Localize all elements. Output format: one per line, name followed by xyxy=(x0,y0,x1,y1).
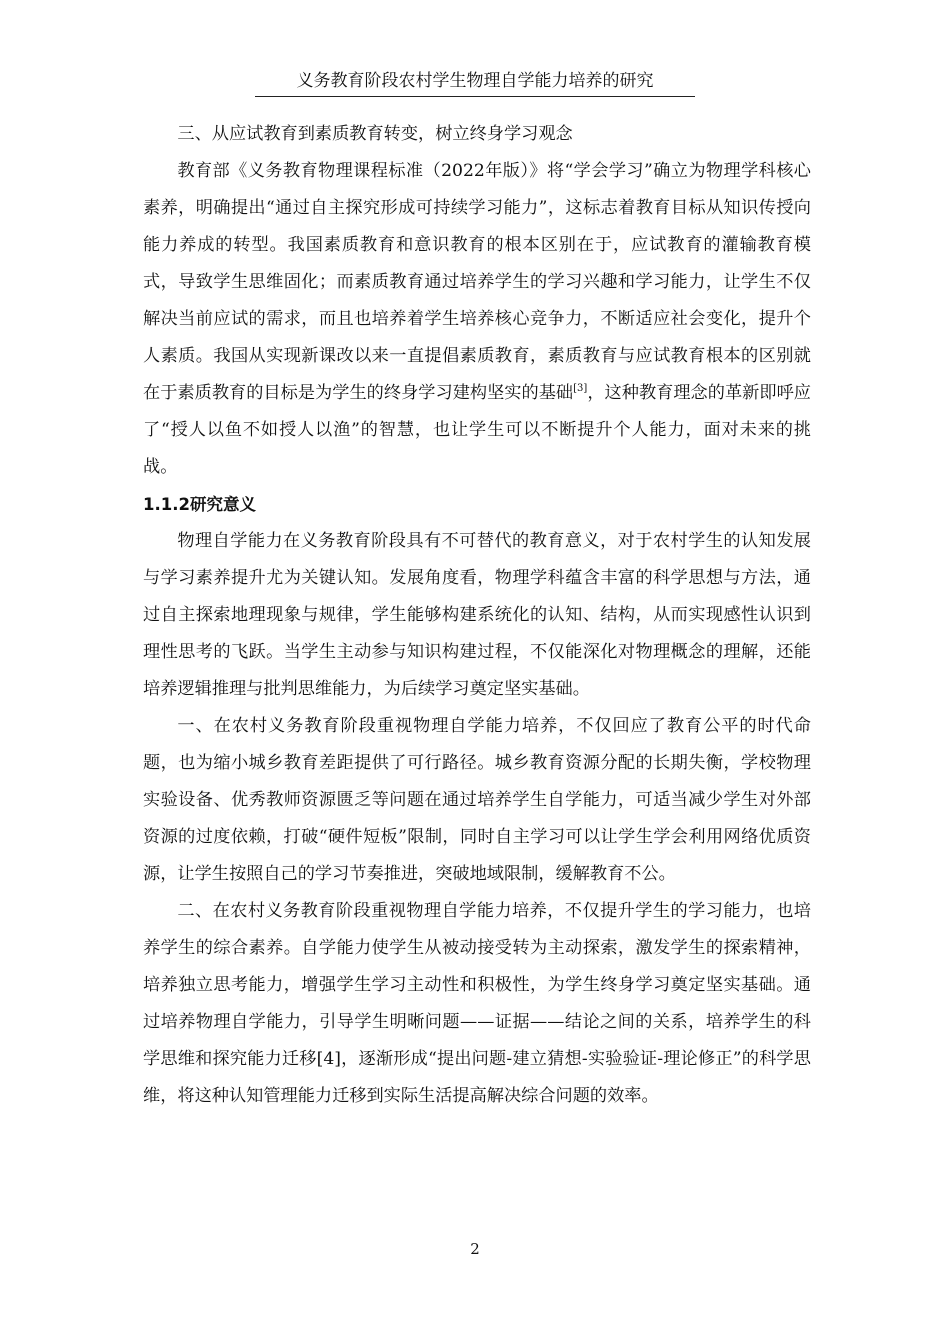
paragraph-quality-education xyxy=(143,153,811,486)
page-number: 2 xyxy=(470,1240,480,1258)
subheading-three: 三、从应试教育到素质教育转变，树立终身学习观念 xyxy=(177,124,573,144)
section-title: 研究意义 xyxy=(189,495,256,514)
section-number: 1.1.2 xyxy=(143,495,190,514)
paragraph-point-two: 二、在农村义务教育阶段重视物理自学能力培养，不仅提升学生的学习能力，也培养学生的综合素养。自学能力使学生从被动接受转为主动探索，激发学生的探索精神，培养独立思考能力，增强学生学习主动性和积极性，为学生终身学习奠定坚实基础。通过培养物理自学能力，引导学生明晰问题——证据——结论之间的关系，培养学生的科学思维和探究能力迁移[4]，逐渐形成“提出问题-建立猜想-实验验证-理论修正”的科学思维，将这种认知管理能力迁移到实际生活提高解决综合问题的效率。 xyxy=(143,901,811,1106)
paragraph-text: 教育部《义务教育物理课程标准（2022年版）》将“学会学习”确立为物理学科核心素养，明确提出“通过自主探究形成可持续学习能力”，这标志着教育目标从知识传授向能力养成的转型。我国素质教育和意识教育的根本区别在于，应试教育的灌输教育模式，导致学生思维固化；而素质教育通过培养学生的学习兴趣和学习能力，让学生不仅解决当前应试的需求，而且也培养着学生培养核心竞争力，不断适应社会变化，提升个人素质。我国从实现新课改以来一直提倡素质教育，素质教育与应试教育根本的区别就在于素质教育的目标是为学生的终身学习建构坚实的基础 xyxy=(143,161,811,403)
paragraph-text-continued: ，这种教育理念的革新即呼应了“授人以鱼不如授人以渔”的智慧，也让学生可以不断提升个人能力，面对未来的挑战。 xyxy=(143,383,811,477)
citation-ref: [3] xyxy=(573,383,588,394)
section-heading xyxy=(143,486,811,523)
document-body xyxy=(143,116,811,1115)
running-header-title: 义务教育阶段农村学生物理自学能力培养的研究 xyxy=(296,71,654,91)
running-header xyxy=(255,68,695,97)
paragraph-significance: 物理自学能力在义务教育阶段具有不可替代的教育意义，对于农村学生的认知发展与学习素养提升尤为关键认知。发展角度看，物理学科蕴含丰富的科学思想与方法，通过自主探索地理现象与规律，学生能够构建系统化的认知、结构，从而实现感性认识到理性思考的飞跃。当学生主动参与知识构建过程，不仅能深化对物理概念的理解，还能培养逻辑推理与批判思维能力，为后续学习奠定坚实基础。 xyxy=(143,531,811,699)
paragraph-point-one: 一、在农村义务教育阶段重视物理自学能力培养，不仅回应了教育公平的时代命题，也为缩小城乡教育差距提供了可行路径。城乡教育资源分配的长期失衡，学校物理实验设备、优秀教师资源匮乏等问题在通过培养学生自学能力，可适当减少学生对外部资源的过度依赖，打破“硬件短板”限制，同时自主学习可以让学生学会利用网络优质资源，让学生按照自己的学习节奏推进，突破地域限制，缓解教育不公。 xyxy=(143,716,811,884)
